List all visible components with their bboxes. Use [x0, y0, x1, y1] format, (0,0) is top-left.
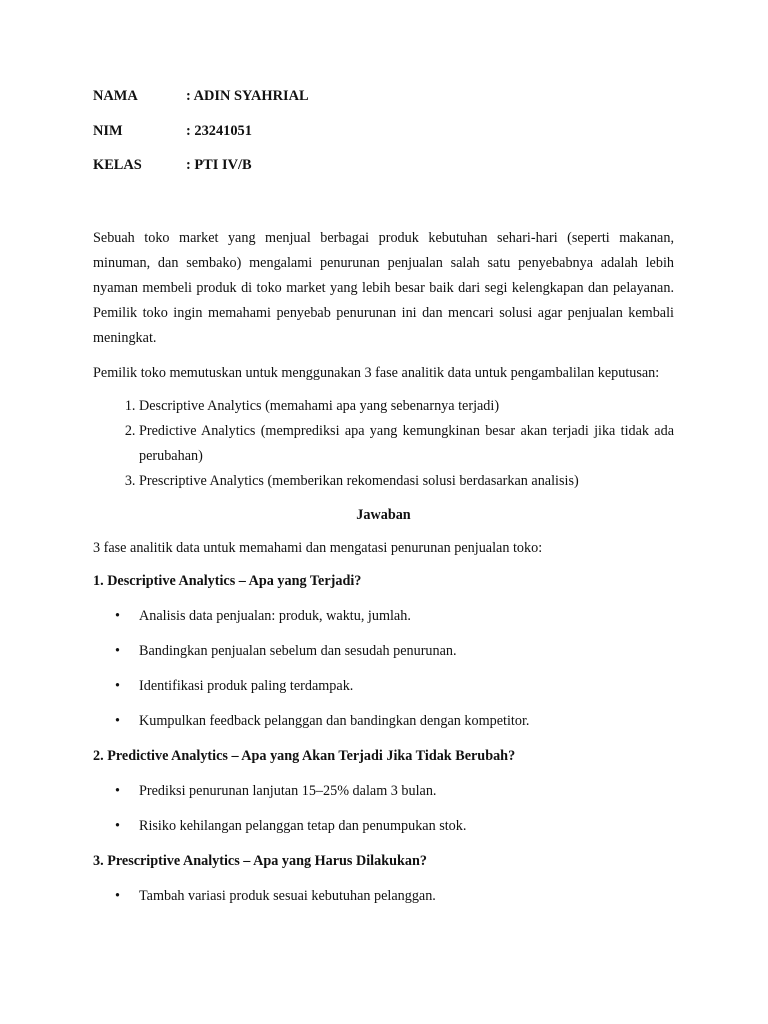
bullet-icon: • [115, 818, 120, 834]
phase-list [93, 394, 674, 494]
phase-item: 3. Prescriptive Analytics (memberikan rekomendasi solusi berdasarkan analisis) [139, 469, 674, 494]
list-item [115, 814, 674, 839]
section-title-descriptive: 1. Descriptive Analytics – Apa yang Terjadi? [93, 573, 362, 589]
bullet-icon: • [115, 608, 120, 624]
document-content [93, 226, 674, 909]
list-item-text: Analisis data penjualan: produk, waktu, jumlah. [139, 608, 411, 624]
header-row-kelas [93, 155, 309, 190]
bullet-icon: • [115, 678, 120, 694]
section-title-prescriptive: 3. Prescriptive Analytics – Apa yang Harus Dilakukan? [93, 853, 427, 869]
header-label: NIM [93, 122, 123, 139]
header-label: NAMA [93, 88, 138, 104]
answer-intro: 3 fase analitik data untuk memahami dan mengatasi penurunan penjualan toko: [93, 540, 543, 556]
list-item [115, 639, 674, 664]
list-item-text: Kumpulkan feedback pelanggan dan bandingkan dengan kompetitor. [139, 713, 530, 729]
header-row-nim [93, 121, 309, 156]
predictive-list [93, 779, 674, 839]
section-title-predictive: 2. Predictive Analytics – Apa yang Akan Terjadi Jika Tidak Berubah? [93, 748, 516, 764]
header-value: : 23241051 [186, 122, 252, 139]
bullet-icon: • [115, 783, 120, 799]
list-item [115, 674, 674, 699]
list-item-text: Tambah variasi produk sesuai kebutuhan pelanggan. [139, 888, 436, 904]
prescriptive-list [93, 884, 674, 909]
list-item-text: Identifikasi produk paling terdampak. [139, 678, 354, 694]
decision-paragraph: Pemilik toko memutuskan untuk menggunakan 3 fase analitik data untuk pengambalilan keputusan: [93, 365, 660, 381]
header-value: : PTI IV/B [186, 157, 252, 173]
bullet-icon: • [115, 888, 120, 904]
bullet-icon: • [115, 713, 120, 729]
list-item-text: Bandingkan penjualan sebelum dan sesudah penurunan. [139, 643, 457, 659]
answer-title: Jawaban [356, 507, 411, 523]
list-item [115, 709, 674, 734]
identity-header [93, 86, 309, 190]
descriptive-list [93, 604, 674, 734]
case-paragraph: Sebuah toko market yang menjual berbagai produk kebutuhan sehari-hari (seperti makanan, minuman, dan sembako) mengalami penurunan penjualan salah satu penyebabnya adalah lebih nyaman membeli produk di toko market yang lebih besar baik dari segi kelengkapan dan pelayanan. Pemilik toko ingin memahami penyebab penurunan ini dan mencari solusi agar penjualan kembali meningkat. [93, 230, 674, 346]
header-value: : ADIN SYAHRIAL [186, 88, 309, 104]
list-item [115, 779, 674, 804]
list-item [115, 884, 674, 909]
phase-item: 2. Predictive Analytics (memprediksi apa yang kemungkinan besar akan terjadi jika tidak ada perubahan) [139, 419, 674, 469]
header-label: KELAS [93, 157, 142, 173]
list-item [115, 604, 674, 629]
list-item-text: Prediksi penurunan lanjutan 15–25% dalam 3 bulan. [139, 783, 437, 799]
bullet-icon: • [115, 643, 120, 659]
header-row-nama [93, 86, 309, 121]
phase-item: 1. Descriptive Analytics (memahami apa yang sebenarnya terjadi) [139, 394, 674, 419]
list-item-text: Risiko kehilangan pelanggan tetap dan penumpukan stok. [139, 818, 467, 834]
